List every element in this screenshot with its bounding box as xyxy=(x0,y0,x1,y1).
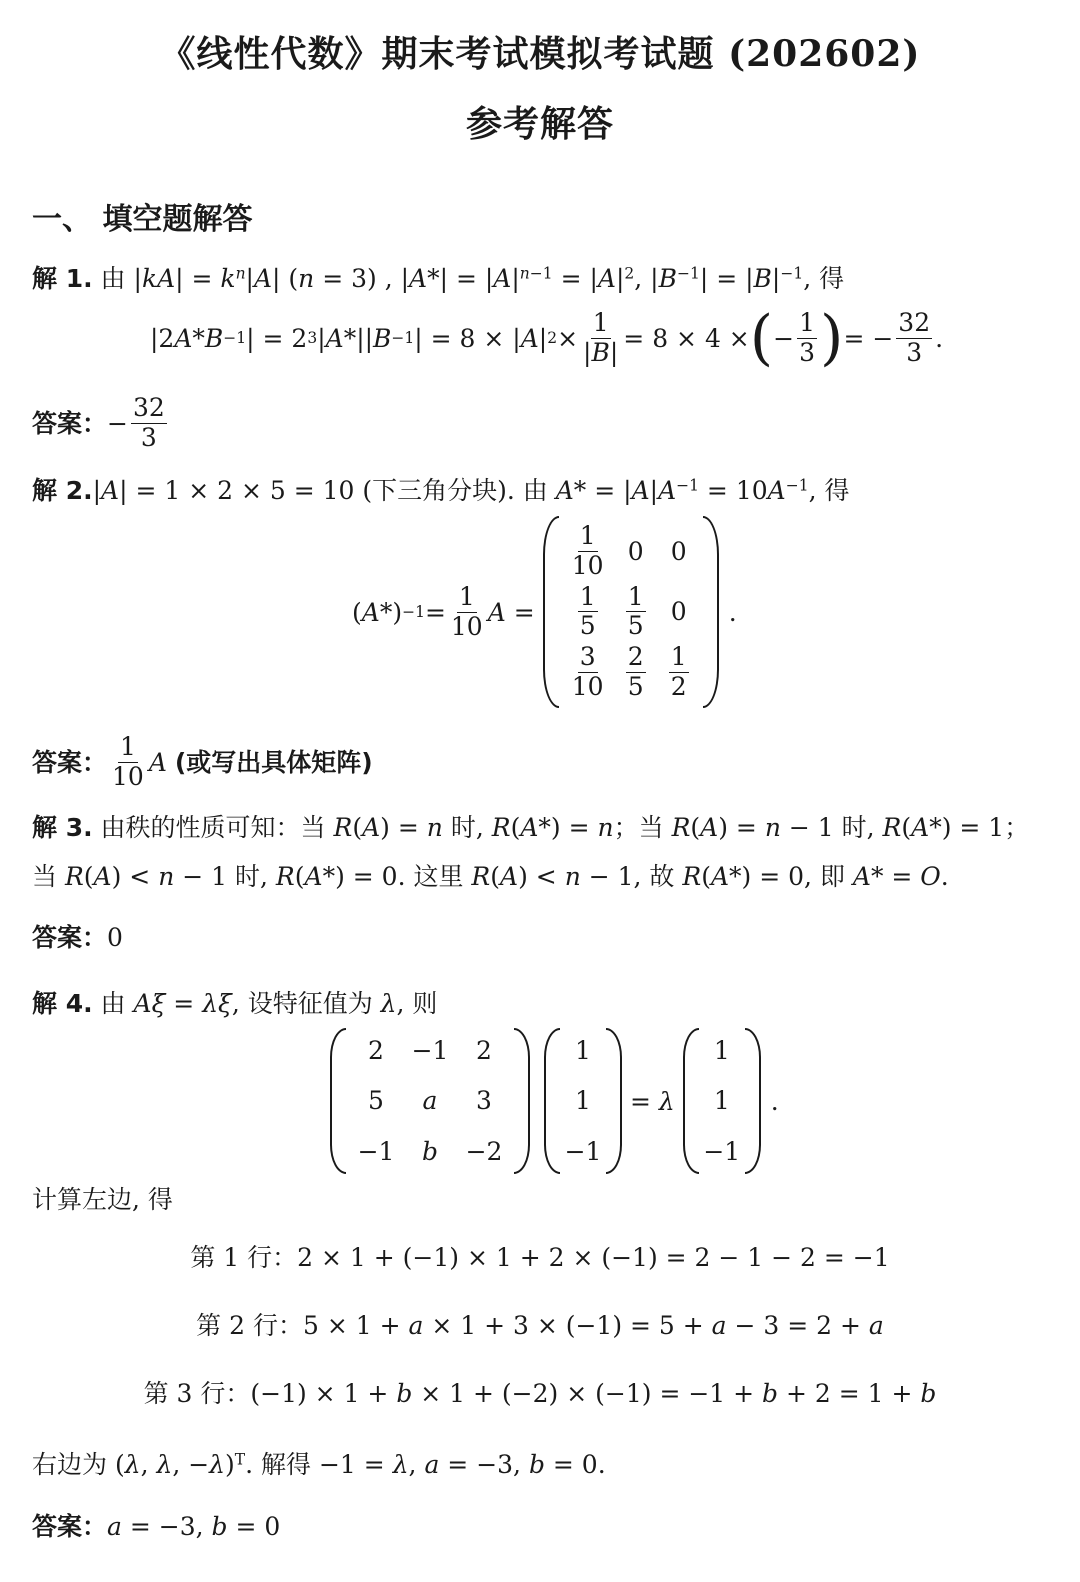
sol2-answer-label: 答案： xyxy=(32,747,108,777)
sol3-answer-label: 答案： xyxy=(32,923,108,952)
sol2-matrix-cell-0-0: $\frac{1}{10}$ xyxy=(571,521,604,580)
sol4-equation: 2 −1 2 5 a 3 −1 b −2 1 1 −1 = λ 1 1 −1 . xyxy=(330,1028,779,1174)
sol1-answer-label: 答案： xyxy=(32,408,108,438)
sol2-matrix-cell-2-2: $\frac{1}{2}$ xyxy=(670,642,687,702)
sol4-matrix-cell-0-1: −1 xyxy=(411,1035,449,1065)
sol1-answer-den: 3 xyxy=(140,422,157,452)
sol1-label: 解 1. xyxy=(32,264,93,293)
page-subtitle: 参考解答 xyxy=(465,103,614,145)
sol2-matrix-cell-0-2: 0 xyxy=(670,536,687,566)
sol2-formula: ( A *) −1 = $\frac{1}{10}$ A = $\frac{1}{10}$ 0 0 $\frac{1}{5}$ $\frac{1}{5}$ 0 $\frac{3}{10}$ $\frac{2}{5}$ $\frac{1}{2}$ . xyxy=(352,516,737,708)
sol4-vector-left-cell-1-0: 1 xyxy=(575,1086,591,1116)
sol2-matrix-cell-1-1: $\frac{1}{5}$ xyxy=(627,581,644,641)
sol2-matrix-cell-1-2: 0 xyxy=(670,597,687,627)
sol4-line1: 解 4. 由 Aξ = λξ, 设特征值为 λ, 则 xyxy=(32,989,438,1018)
page-title: 《线性代数》期末考试模拟考试题 (202602) xyxy=(159,33,921,75)
sol1-answer-num: 32 xyxy=(132,393,165,422)
sol4-vector-right xyxy=(683,1028,761,1174)
sol4-matrix xyxy=(330,1028,530,1174)
sol4-label: 解 4. xyxy=(32,989,93,1018)
sol2-matrix-cell-1-0: $\frac{1}{5}$ xyxy=(579,581,596,641)
sol4-compute: 计算左边, 得 xyxy=(32,1185,173,1214)
sol4-vector-right-cell-0-0: 1 xyxy=(713,1035,730,1065)
sol4-matrix-cell-0-0: 2 xyxy=(368,1035,384,1065)
sol3-line1: 解 3. 由秩的性质可知：当 R(A) = n 时, R(A*) = n；当 R(A) = n − 1 时, R(A*) = 1； xyxy=(32,813,1030,842)
sol4-row1: 第 1 行：2 × 1 + (−1) × 1 + 2 × (−1) = 2 − 1 − 2 = −1 xyxy=(190,1243,890,1272)
sol3-line2: 当 R(A) < n − 1 时, R(A*) = 0. 这里 R(A) < n − 1, 故 R(A*) = 0, 即 A* = O. xyxy=(32,862,949,891)
sol4-matrix-cell-1-0: 5 xyxy=(368,1086,384,1116)
sol2-matrix xyxy=(543,516,719,708)
sol3-answer-value: 0 xyxy=(107,923,123,952)
sol4-matrix-cell-2-2: −2 xyxy=(465,1137,503,1167)
sol4-matrix-cell-1-1: a xyxy=(422,1086,438,1116)
sol4-matrix-cell-2-1: b xyxy=(421,1137,438,1167)
sol4-matrix-cell-1-2: 3 xyxy=(476,1086,492,1116)
sol4-row3: 第 3 行：(−1) × 1 + b × 1 + (−2) × (−1) = −1 + b + 2 = 1 + b xyxy=(143,1379,937,1408)
sol4-vector-left-cell-2-0: −1 xyxy=(564,1137,602,1167)
sol4-vector-right-cell-2-0: −1 xyxy=(703,1137,741,1167)
sol1-line1: 解 1. 由 $|kA| = k^n|A|$ (n = 3) , $|A*| = |A|^{n-1} = |A|^2$, $|B^{-1}| = |B|^{-1}$, 得 xyxy=(32,264,845,293)
sol4-vector-left-cell-0-0: 1 xyxy=(575,1035,591,1065)
sol4-vector-right-cell-1-0: 1 xyxy=(713,1086,730,1116)
sol4-matrix-cell-0-2: 2 xyxy=(476,1035,492,1065)
sol4-matrix-cell-2-0: −1 xyxy=(357,1137,395,1167)
sol1-answer: 答案： − $\frac{32}{3}$ xyxy=(32,393,165,452)
sol2-matrix-cell-0-1: 0 xyxy=(627,536,644,566)
sol4-result: 右边为 (λ, λ, −λ)$^T$. 解得 −1 = λ, a = −3, b = 0. xyxy=(32,1450,606,1479)
section-heading: 一、 填空题解答 xyxy=(32,202,253,237)
sol2-matrix-cell-2-1: $\frac{2}{5}$ xyxy=(627,642,644,702)
sol2-matrix-cell-2-0: $\frac{3}{10}$ xyxy=(571,642,604,702)
sol3-answer xyxy=(32,925,123,950)
sol2-answer: 答案： $\frac{1}{10}$ A (或写出具体矩阵) xyxy=(32,732,373,791)
sol2-line1: 解 2.|A| = 1 × 2 × 5 = 10 (下三角分块). 由 $A* = |A|A^{-1} = 10A^{-1}$, 得 xyxy=(32,476,850,505)
sol3-label: 解 3. xyxy=(32,813,93,842)
sol4-answer: 答案：a = −3, b = 0 xyxy=(32,1512,281,1541)
sol4-row2: 第 2 行：5 × 1 + a × 1 + 3 × (−1) = 5 + a − 3 = 2 + a xyxy=(196,1311,884,1340)
sol4-answer-label: 答案： xyxy=(32,1512,108,1541)
sol2-answer-tail: (或写出具体矩阵) xyxy=(174,747,373,777)
sol1-formula: |2 A * B −1 | = 2 3 | A *|| B −1 | = 8 × | A | 2 × $\frac{1}{|B|}$ = 8 × 4 × ( − $\frac{1}{3}$ ) = − $\frac{32}{3}$ . xyxy=(150,303,944,373)
sol2-label: 解 2. xyxy=(32,476,93,505)
sol4-vector-left xyxy=(544,1028,622,1174)
